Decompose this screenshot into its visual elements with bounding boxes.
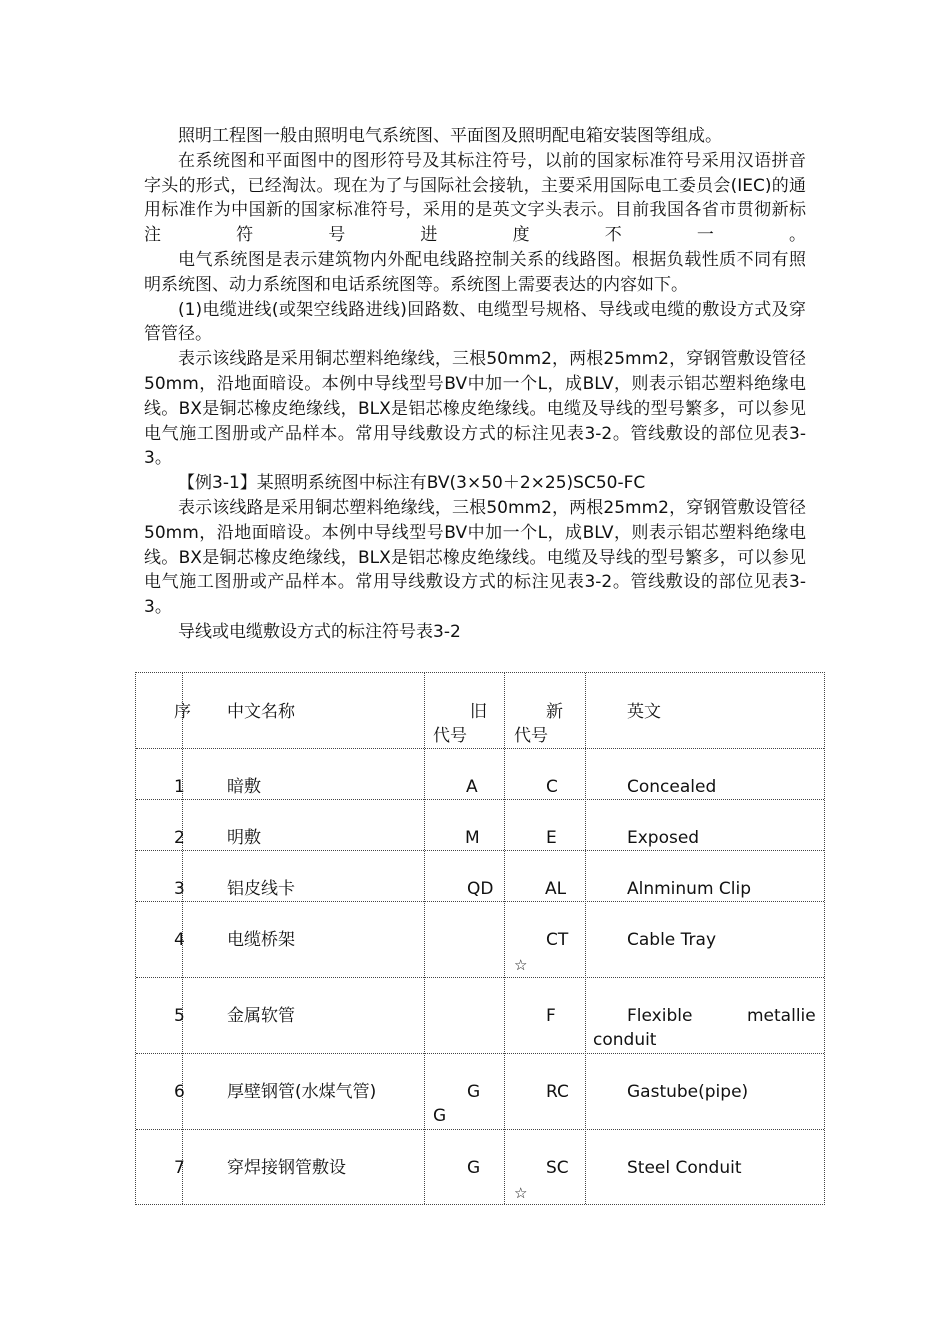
row-chinese-name: 穿焊接钢管敷设 — [227, 1158, 346, 1178]
paragraph-intro: 照明工程图一般由照明电气系统图、平面图及照明配电箱安装图等组成。 — [178, 126, 722, 146]
row-english: Cable Tray — [627, 930, 717, 950]
example-3-1: 【例3-1】某照明系统图中标注有BV(3×50＋2×25)SC50-FC — [178, 473, 646, 494]
row-seq: 4 — [174, 930, 185, 950]
row-chinese-name: 铝皮线卡 — [227, 879, 295, 899]
row-new-code: SC — [546, 1158, 569, 1178]
row-chinese-name: 金属软管 — [227, 1006, 295, 1026]
star-icon: ☆ — [514, 1184, 528, 1202]
wiring-symbol-table — [135, 672, 825, 1205]
row-english: Steel Conduit — [627, 1158, 742, 1178]
row-new-code: C — [546, 777, 558, 797]
table-caption: 导线或电缆敷设方式的标注符号表3-2 — [178, 621, 461, 642]
table-row-divider — [136, 799, 824, 800]
table-row-divider — [136, 901, 824, 902]
row-chinese-name: 暗敷 — [227, 777, 261, 797]
row-english-line2: conduit — [593, 1030, 657, 1050]
row-english: Flexible — [627, 1006, 693, 1026]
row-chinese-name: 电缆桥架 — [227, 930, 295, 950]
header-seq: 序 — [174, 702, 191, 722]
paragraph-system-diagram: 电气系统图是表示建筑物内外配电线路控制关系的线路图。根据负载性质不同有照明系统图、动力系统图和电话系统图等。系统图上需要表达的内容如下。 — [144, 249, 806, 295]
row-old-code: QD — [467, 879, 494, 899]
row-english: Concealed — [627, 777, 717, 797]
header-new-code-line1: 新 — [546, 702, 563, 722]
paragraph-explanation-repeat: 表示该线路是采用铜芯塑料绝缘线，三根50mm2，两根25mm2，穿钢管敷设管径50mm，沿地面暗设。本例中导线型号BV中加一个L，成BLV，则表示铝芯塑料绝缘电线。BX是铜芯橡皮绝缘线，BLX是铝芯橡皮绝缘线。电缆及导线的型号繁多，可以参见电气施工图册或产品样本。常用导线敷设方式的标注见表3-2。管线敷设的部位见表3-3。 — [144, 497, 806, 618]
row-seq: 5 — [174, 1006, 185, 1026]
row-seq: 1 — [174, 777, 185, 797]
row-chinese-name: 厚壁钢管(水煤气管) — [227, 1082, 377, 1102]
row-english-right: metallie — [747, 1006, 816, 1026]
paragraph-explanation: 表示该线路是采用铜芯塑料绝缘线，三根50mm2，两根25mm2，穿钢管敷设管径50mm，沿地面暗设。本例中导线型号BV中加一个L，成BLV，则表示铝芯塑料绝缘电线。BX是铜芯橡皮绝缘线，BLX是铝芯橡皮绝缘线。电缆及导线的型号繁多，可以参见电气施工图册或产品样本。常用导线敷设方式的标注见表3-2。管线敷设的部位见表3-3。 — [144, 349, 806, 469]
paragraph-symbols: 在系统图和平面图中的图形符号及其标注符号，以前的国家标准符号采用汉语拼音字头的形式，已经淘汰。现在为了与国际社会接轨，主要采用国际电工委员会(IEC)的通用标准作为中国新的国家标准符号，采用的是英文字头表示。目前我国各省市贯彻新标注符号进度不一。 — [144, 150, 806, 246]
row-chinese-name: 明敷 — [227, 828, 261, 848]
paragraph-item-1: (1)电缆进线(或架空线路进线)回路数、电缆型号规格、导线或电缆的敷设方式及穿管管径。 — [144, 299, 806, 345]
row-old-code: A — [466, 777, 478, 797]
table-row-divider — [136, 748, 824, 749]
row-english: Alnminum Clip — [627, 879, 752, 899]
row-new-code: CT — [546, 930, 569, 950]
header-old-code-line2: 代号 — [433, 726, 467, 746]
row-seq: 6 — [174, 1082, 185, 1102]
row-english: Gastube(pipe) — [627, 1082, 749, 1102]
table-column-divider — [504, 673, 505, 1204]
header-chinese-name: 中文名称 — [227, 702, 295, 722]
header-new-code-line2: 代号 — [514, 726, 548, 746]
header-english: 英文 — [627, 702, 661, 722]
table-row-divider — [136, 1053, 824, 1054]
row-seq: 3 — [174, 879, 185, 899]
row-seq: 2 — [174, 828, 185, 848]
row-new-code: F — [546, 1006, 556, 1026]
row-new-code: AL — [545, 879, 567, 899]
table-column-divider — [424, 673, 425, 1204]
row-seq: 7 — [174, 1158, 185, 1178]
table-row-divider — [136, 850, 824, 851]
table-row-divider — [136, 1129, 824, 1130]
table-row-divider — [136, 977, 824, 978]
star-icon: ☆ — [514, 956, 528, 974]
row-old-code-line2: G — [433, 1106, 447, 1126]
row-english: Exposed — [627, 828, 700, 848]
row-new-code: RC — [546, 1082, 569, 1102]
row-old-code: M — [465, 828, 480, 848]
table-column-divider — [585, 673, 586, 1204]
header-old-code-line1: 旧 — [470, 702, 487, 722]
row-new-code: E — [546, 828, 557, 848]
row-old-code: G — [467, 1082, 481, 1102]
row-old-code: G — [467, 1158, 481, 1178]
document-body — [144, 124, 806, 645]
